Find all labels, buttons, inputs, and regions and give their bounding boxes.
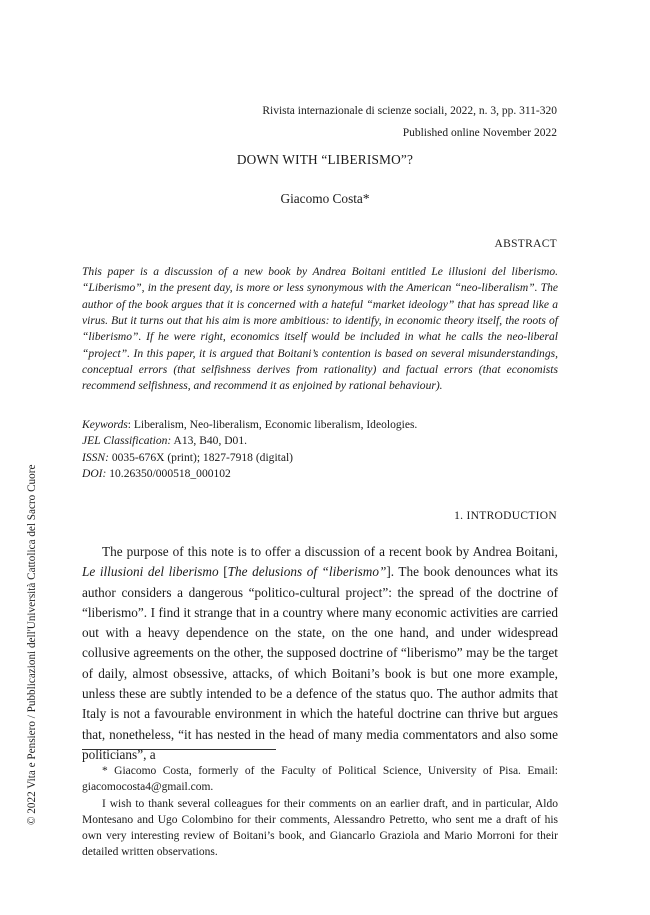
jel-row [82,433,417,449]
abstract-text: This paper is a discussion of a new book by Andrea Boitani entitled Le illusioni del liberismo. “Liberismo”, in the present day, is more or less synonymous with the American “neo-liberalism”. The author of the book argues that it is concerned with a hateful “market ideology” that has spread like a virus. But it turns out that his aim is more ambitious: to identify, in economic theory itself, the roots of “liberismo”. If he were right, economics itself would be included in what he calls the neo-liberal “project”. In this paper, it is argued that Boitani’s contention is based on several misunderstandings, conceptual errors (that selfishness derives from rationality) and factual errors (that economists recommend selfishness, and recommend it as enjoined by rational behaviour). [82,266,558,393]
article-author: Giacomo Costa* [280,191,370,206]
book-title: Le illusioni del liberismo [82,564,219,580]
article-title: DOWN WITH “LIBERISMO”? [236,152,414,167]
footnote-author: * Giacomo Costa, formerly of the Faculty of Political Science, University of Pisa. Email: giacomocosta4@gmail.com. [82,765,558,794]
jel-value: A13, B40, D01. [171,435,247,448]
doi-label: DOI: [82,467,107,480]
book-title-translation: The delusions of “liberismo” [227,564,387,580]
copyright-sidebar-text: © 2022 Vita e Pensiero / Pubblicazioni dell'Università Cattolica del Sacro Cuore [26,464,38,825]
footnote-acknowledgements: I wish to thank several colleagues for their comments on an earlier draft, and in particular, Aldo Montesano and Ugo Colombino for their comments, Alessandro Petretto, who sent me a draft of his own very interesting review of Boitani’s book, and Giancarlo Graziola and Mario Morroni for their detailed written observations. [82,797,558,859]
body-text-a: The purpose of this note is to offer a discussion of a recent book by Andrea Boitani, [102,544,558,559]
issn-row [82,450,417,466]
issn-value: 0035-676X (print); 1827-7918 (digital) [108,451,294,464]
journal-citation: Rivista internazionale di scienze sociali, 2022, n. 3, pp. 311-320 [262,105,557,117]
jel-label: JEL Classification: [82,435,172,448]
footnotes [82,763,558,861]
doi-row [82,466,417,482]
abstract-heading: ABSTRACT [494,238,557,250]
body-text-b: [ [218,564,228,580]
keywords-row [82,417,417,433]
keywords-label: Keywords [82,419,128,431]
doi-value: 10.26350/000518_000102 [106,467,231,480]
keywords-value: : Liberalism, Neo-liberalism, Economic liberalism, Ideologies. [127,419,418,431]
body-text-c: ]. The book denounces what its author considers a dangerous “politico-cultural project”: the spread of the doctrine of “liberismo”. I find it strange that in a country where many economic activities are carried out with a heavy dependence on the state, on the one hand, and under widespread collusive agreements on the other, the supposed doctrine of “liberismo” may be the target of daily, almost obsessive, attacks, of which Boitani’s book is but one more example, unless these are subtly intended to be a defence of the status quo. The author admits that Italy is not a favourable environment in which the hateful doctrine can thrive but argues that, nonetheless, “it has nested in the head of many media commentators and also some politicians”, a [82,564,558,762]
article-metadata [82,417,417,482]
published-date: Published online November 2022 [402,127,557,139]
issn-label: ISSN: [82,451,109,464]
body-paragraph [82,542,558,765]
footnote-divider [82,749,276,750]
section-heading: 1. INTRODUCTION [454,510,557,522]
